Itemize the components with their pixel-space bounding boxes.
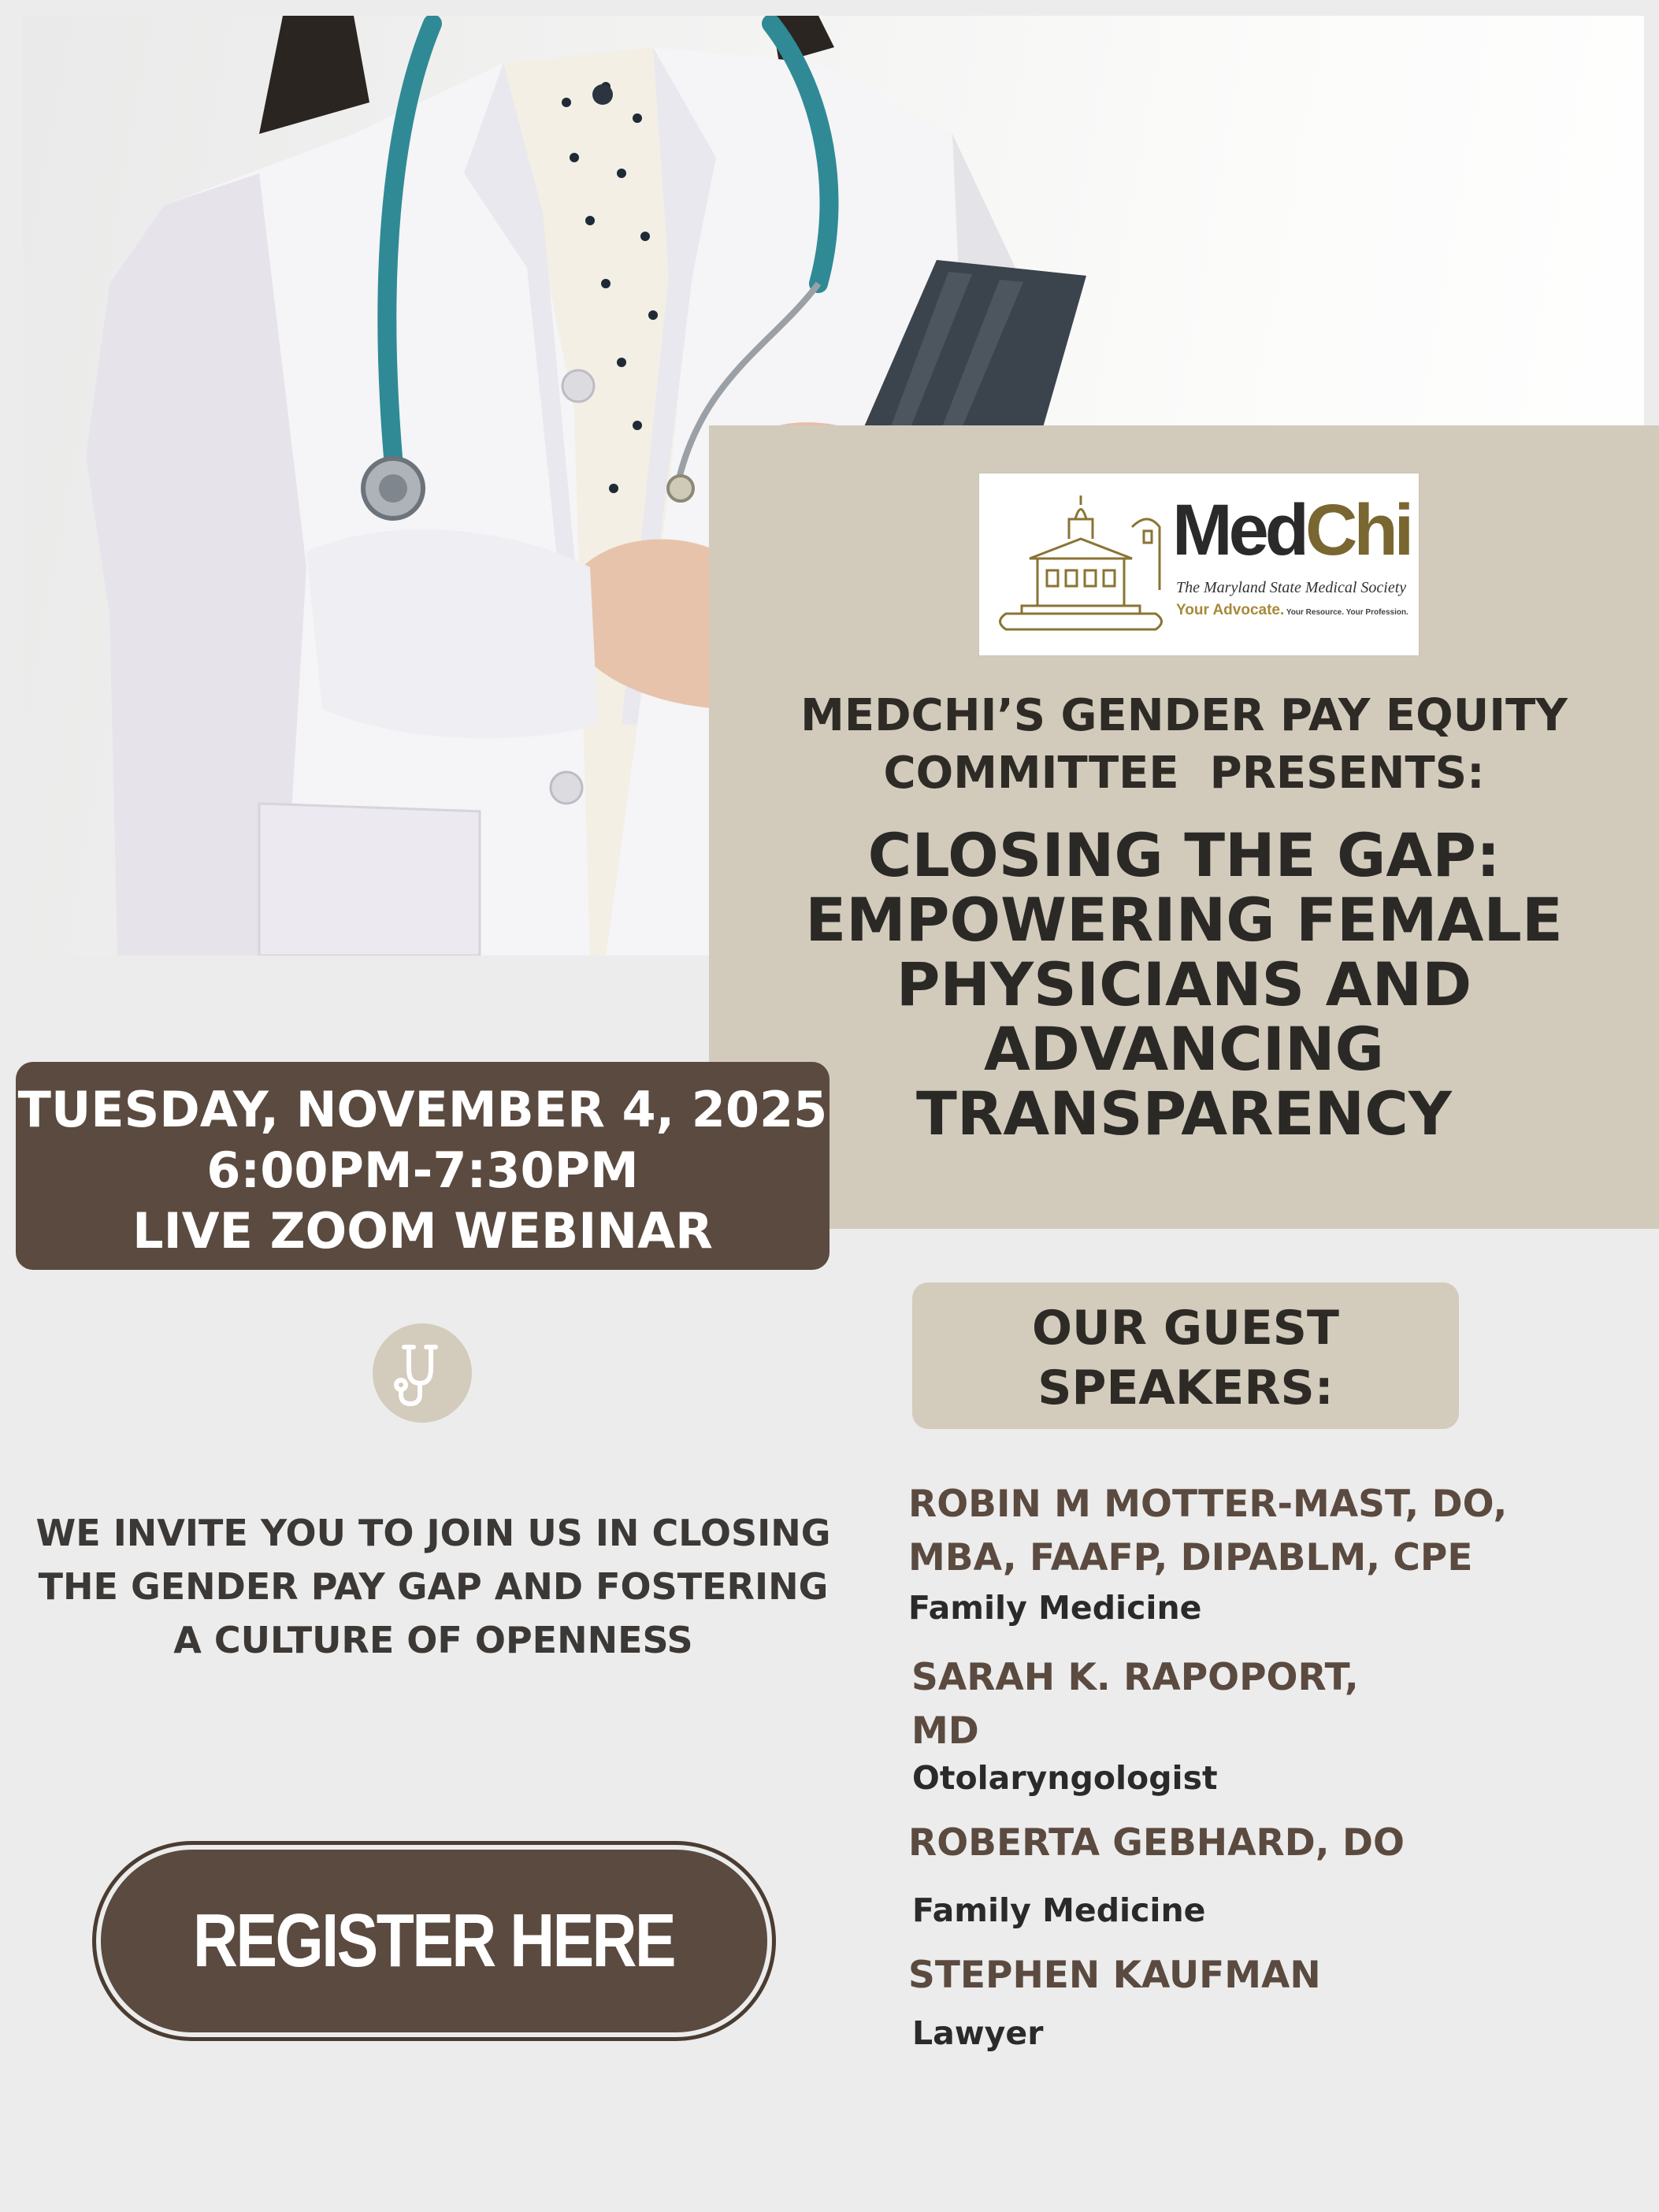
- speakers-heading: OUR GUEST SPEAKERS:: [912, 1282, 1459, 1429]
- statehouse-logo-icon: [990, 495, 1171, 637]
- event-title: CLOSING THE GAP: EMPOWERING FEMALE PHYSICIANS AND ADVANCING TRANSPARENCY: [805, 820, 1563, 1149]
- speaker-2-name: SARAH K. RAPOPORT, MD: [911, 1656, 1359, 1753]
- title-panel: [709, 425, 1659, 1229]
- presents-heading: MEDCHI’S GENDER PAY EQUITY COMMITTEE PRESENTS:: [800, 690, 1568, 799]
- register-button[interactable]: [96, 1845, 772, 2037]
- event-format: LIVE ZOOM WEBINAR: [132, 1202, 713, 1260]
- speaker-3-role: Family Medicine: [912, 1891, 1206, 1929]
- speaker-3-name: ROBERTA GEBHARD, DO: [908, 1821, 1405, 1865]
- event-date: TUESDAY, NOVEMBER 4, 2025: [17, 1081, 828, 1138]
- invite-text: WE INVITE YOU TO JOIN US IN CLOSING THE GENDER PAY GAP AND FOSTERING A CULTURE OF OPENNESS: [35, 1512, 831, 1661]
- speaker-1-name: ROBIN M MOTTER-MAST, DO, MBA, FAAFP, DIPABLM, CPE: [908, 1483, 1508, 1579]
- speaker-1-role: Family Medicine: [908, 1589, 1202, 1627]
- logo-society-name: The Maryland State Medical Society: [1176, 579, 1407, 596]
- logo-tagline: Your Advocate. Your Resource. Your Profession.: [1176, 602, 1408, 618]
- logo-wordmark: MedChi: [1172, 490, 1411, 570]
- speaker-4-role: Lawyer: [912, 2014, 1044, 2052]
- register-button-label: REGISTER HERE: [193, 1898, 675, 1983]
- event-details-box: [16, 1062, 830, 1270]
- speaker-2-role: Otolaryngologist: [912, 1759, 1218, 1797]
- event-time: 6:00PM-7:30PM: [206, 1141, 639, 1199]
- stethoscope-icon: [373, 1323, 472, 1423]
- medchi-logo: [978, 473, 1420, 656]
- speaker-4-name: STEPHEN KAUFMAN: [908, 1954, 1321, 1997]
